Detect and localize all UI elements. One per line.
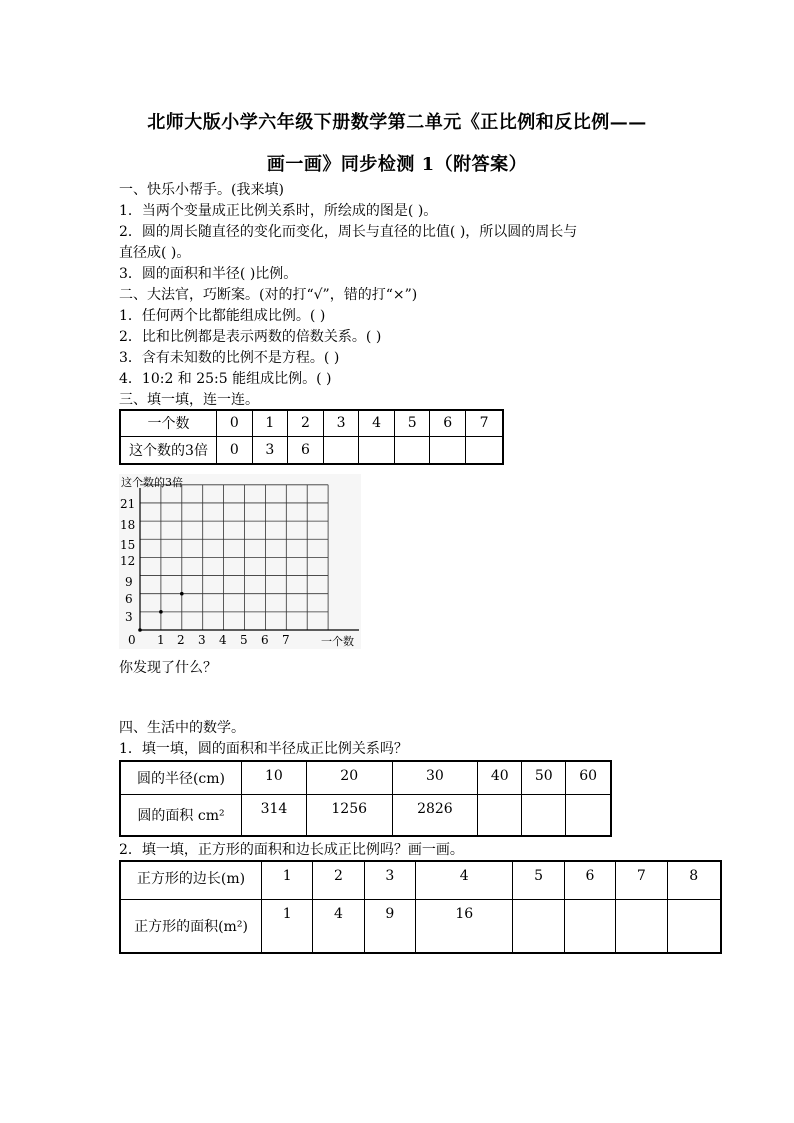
- y-tick-label: 6: [125, 592, 133, 606]
- section4-question-2: 2．填一填，正方形的面积和边长成正比例吗？画一画。: [119, 842, 464, 858]
- section2-question-2: 2．比和比例都是表示两数的倍数关系。( ): [119, 329, 382, 345]
- y-tick-label: 12: [120, 554, 136, 568]
- table-cell: 5: [513, 861, 564, 899]
- y-tick-label: 9: [125, 575, 133, 589]
- table-cell: 1: [262, 899, 313, 953]
- table-cell: 0: [217, 436, 253, 464]
- table-cell: 2: [313, 861, 364, 899]
- table-cell: 1: [262, 861, 313, 899]
- section2-heading: 二、大法官，巧断案。(对的打“√”，错的打“×”): [119, 287, 418, 303]
- table-cell-blank[interactable]: [466, 436, 503, 464]
- x-tick-label: 3: [198, 633, 206, 647]
- table-cell-blank[interactable]: [323, 436, 359, 464]
- table-cell: 30: [392, 761, 478, 794]
- table-cell: 2: [288, 410, 324, 436]
- x-tick-label: 4: [219, 633, 227, 647]
- data-point: [159, 610, 163, 614]
- table-cell-blank[interactable]: [564, 899, 615, 953]
- table-row-label: 这个数的3倍: [120, 436, 217, 464]
- table-row-label: 正方形的边长(m): [120, 861, 262, 899]
- table-cell: 20: [306, 761, 392, 794]
- table-cell-blank[interactable]: [566, 794, 611, 836]
- table-cell: 50: [522, 761, 566, 794]
- data-point: [138, 628, 142, 632]
- table-cell: 1256: [306, 794, 392, 836]
- table-cell-blank[interactable]: [478, 794, 522, 836]
- table-cell-blank[interactable]: [616, 899, 667, 953]
- table-cell: 7: [616, 861, 667, 899]
- section2-question-3: 3．含有未知数的比例不是方程。( ): [119, 350, 340, 366]
- page-title-line1: 北师大版小学六年级下册数学第二单元《正比例和反比例——: [147, 112, 647, 133]
- section3-heading: 三、填一填，连一连。: [119, 392, 259, 408]
- graph-x-ticks: [128, 633, 290, 647]
- table-cell: 4: [359, 410, 395, 436]
- table-cell: 6: [564, 861, 615, 899]
- table-cell: 10: [242, 761, 307, 794]
- y-tick-label: 3: [125, 610, 133, 624]
- y-tick-label: 21: [120, 497, 136, 511]
- section1-heading: 一、快乐小帮手。(我来填): [119, 182, 284, 198]
- table-cell: 5: [394, 410, 430, 436]
- table-cell: 6: [288, 436, 324, 464]
- table-row-label: 正方形的面积(m²): [120, 899, 262, 953]
- table-cell: 4: [416, 861, 513, 899]
- x-tick-label: 1: [157, 633, 165, 647]
- table-cell: 6: [430, 410, 466, 436]
- table-row-label: 圆的半径(cm): [120, 761, 242, 794]
- x-tick-label: 2: [177, 633, 185, 647]
- table-cell-blank[interactable]: [359, 436, 395, 464]
- table-cell: 7: [466, 410, 503, 436]
- table-cell: 3: [364, 861, 415, 899]
- table-cell: 40: [478, 761, 522, 794]
- section1-question-1: 1．当两个变量成正比例关系时，所绘成的图是( )。: [119, 203, 438, 219]
- table-cell: 314: [242, 794, 307, 836]
- section3-question: 你发现了什么？: [119, 660, 217, 676]
- circle-area-table: [119, 760, 612, 837]
- table-cell: 8: [667, 861, 721, 899]
- graph-panel: [119, 474, 361, 649]
- table-cell-blank[interactable]: [522, 794, 566, 836]
- table-cell: 2826: [392, 794, 478, 836]
- table-cell: 3: [252, 436, 288, 464]
- data-point: [180, 592, 184, 596]
- section1-question-2b: 直径成( )。: [119, 245, 191, 261]
- table-cell: 3: [323, 410, 359, 436]
- table-cell: 1: [252, 410, 288, 436]
- coordinate-graph: [119, 474, 361, 649]
- section4-question-1: 1．填一填，圆的面积和半径成正比例关系吗？: [119, 741, 408, 757]
- graph-y-axis-label: 这个数的3倍: [121, 476, 183, 489]
- graph-x-axis-label: 一个数: [321, 635, 354, 648]
- graph-grid: [140, 485, 359, 630]
- x-tick-label: 0: [128, 633, 136, 647]
- x-tick-label: 5: [240, 633, 248, 647]
- section1-question-2a: 2．圆的周长随直径的变化而变化，周长与直径的比值( )，所以圆的周长与: [119, 224, 578, 240]
- section4-heading: 四、生活中的数学。: [119, 720, 245, 736]
- table-row-label: 一个数: [120, 410, 217, 436]
- section2-question-1: 1．任何两个比都能组成比例。( ): [119, 308, 326, 324]
- table-cell: 0: [217, 410, 253, 436]
- page-title-line2: 画一画》同步检测 1（附答案）: [266, 154, 528, 175]
- table-cell: 9: [364, 899, 415, 953]
- square-area-table: [119, 860, 722, 954]
- table-cell-blank[interactable]: [430, 436, 466, 464]
- x-tick-label: 6: [261, 633, 269, 647]
- section1-question-3: 3．圆的面积和半径( )比例。: [119, 266, 298, 282]
- multiply-by-3-table: [119, 409, 504, 465]
- y-tick-label: 15: [120, 538, 136, 552]
- x-tick-label: 7: [282, 633, 290, 647]
- graph-y-ticks: [120, 497, 135, 624]
- table-cell-blank[interactable]: [667, 899, 721, 953]
- table-cell: 16: [416, 899, 513, 953]
- y-tick-label: 18: [120, 518, 136, 532]
- table-cell: 4: [313, 899, 364, 953]
- table-cell: 60: [566, 761, 611, 794]
- table-cell-blank[interactable]: [394, 436, 430, 464]
- table-row-label: 圆的面积 cm²: [120, 794, 242, 836]
- section2-question-4: 4．10:2 和 25:5 能组成比例。( ): [119, 371, 332, 387]
- table-cell-blank[interactable]: [513, 899, 564, 953]
